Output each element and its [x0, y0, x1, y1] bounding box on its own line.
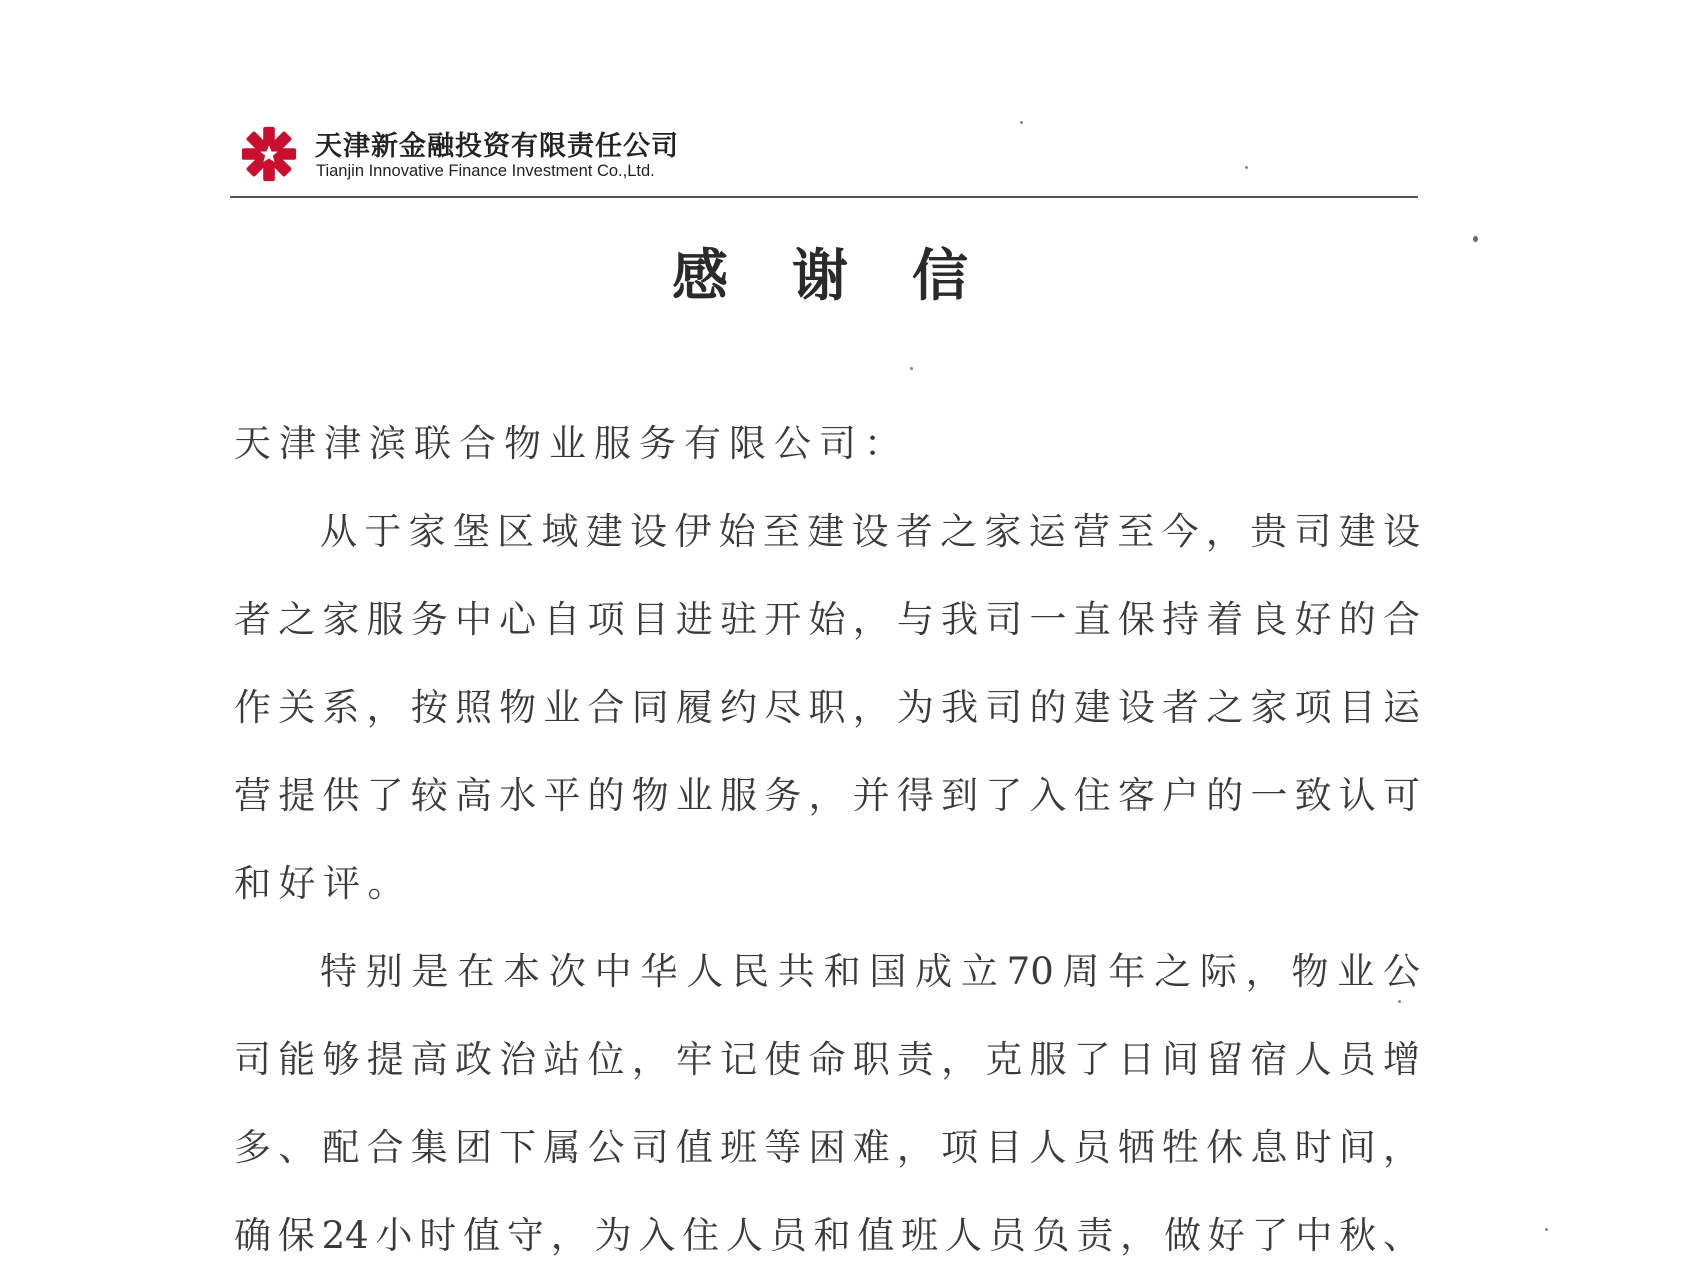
- paragraph-2-line: 多、配合集团下属公司值班等困难，项目人员牺牲休息时间，: [234, 1126, 1420, 1169]
- scan-speck: [1398, 1000, 1401, 1003]
- letter-body: [234, 400, 1420, 1280]
- paragraph-1-line: 从于家堡区域建设伊始至建设者之家运营至今，贵司建设: [320, 510, 1420, 553]
- paragraph-2-line: 确保24小时值守，为入住人员和值班人员负责，做好了中秋、: [234, 1214, 1420, 1257]
- scan-speck: [1473, 236, 1478, 242]
- paragraph-2-line: 特别是在本次中华人民共和国成立70周年之际，物业公: [320, 950, 1420, 993]
- header-divider: [230, 196, 1418, 198]
- paragraph-1-line: 和好评。: [234, 862, 412, 905]
- company-logo-icon: [240, 125, 298, 183]
- scan-speck: [1020, 121, 1023, 124]
- company-name-en: Tianjin Innovative Finance Investment Co.,Ltd.: [316, 162, 655, 180]
- letter-title: 感谢信: [672, 243, 1032, 309]
- scan-speck: [910, 367, 913, 370]
- scan-speck: [1245, 166, 1248, 169]
- scan-speck: [1545, 1228, 1548, 1231]
- company-name-cn: 天津新金融投资有限责任公司: [315, 131, 679, 162]
- paragraph-1-line: 作关系，按照物业合同履约尽职，为我司的建设者之家项目运: [234, 686, 1420, 729]
- letterhead: [240, 122, 740, 192]
- paragraph-1-line: 营提供了较高水平的物业服务，并得到了入住客户的一致认可: [234, 774, 1420, 817]
- paragraph-1-line: 者之家服务中心自项目进驻开始，与我司一直保持着良好的合: [234, 598, 1420, 641]
- paragraph-2-line: 司能够提高政治站位，牢记使命职责，克服了日间留宿人员增: [234, 1038, 1420, 1081]
- greeting: 天津津滨联合物业服务有限公司：: [234, 422, 909, 465]
